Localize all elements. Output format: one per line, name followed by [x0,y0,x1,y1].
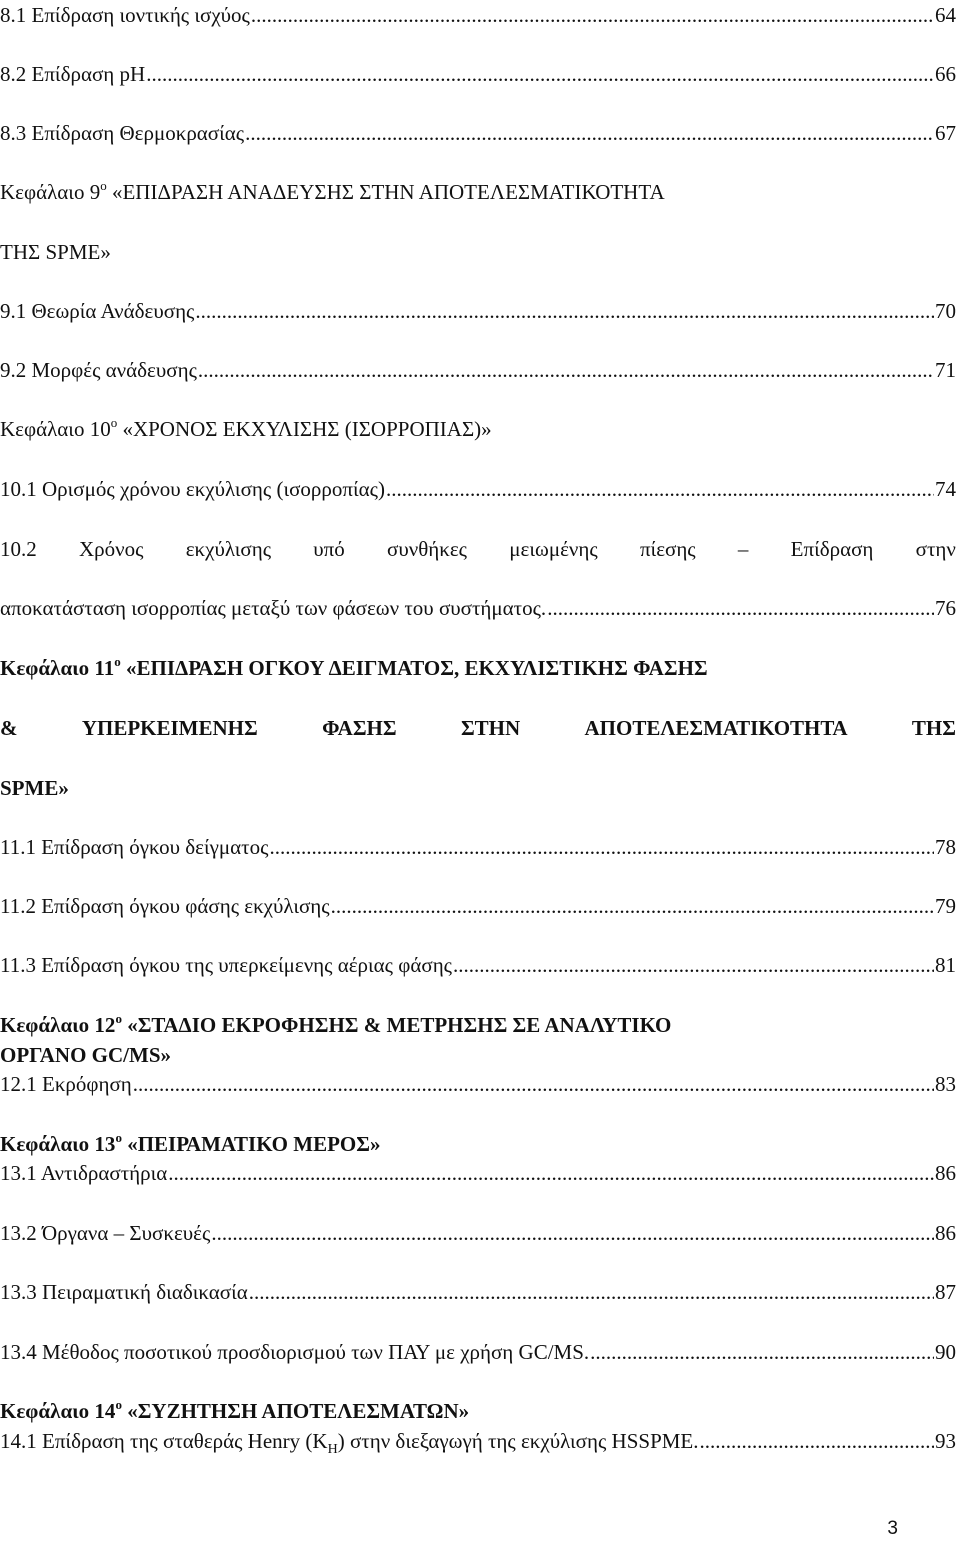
toc-entry-page: 64 [935,3,956,27]
word: εκχύλισης [185,537,272,561]
chapter-title: «ΧΡΟΝΟΣ ΕΚΧΥΛΙΣΗΣ (ΙΣΟΡΡΟΠΙΑΣ)» [122,417,492,441]
toc-entry-label: 8.2 Επίδραση pH [0,62,146,86]
dot-leader [700,1428,935,1454]
toc-entry[interactable] [0,952,956,978]
chapter-prefix: Κεφάλαιο 13 [0,1132,116,1156]
chapter-heading[interactable] [0,655,956,681]
toc-entry[interactable] [0,834,956,860]
chapter-sup: ο [100,178,107,193]
toc-entry-label: αποκατάσταση ισορροπίας μεταξύ των φάσεων του συστήματος. [0,596,547,620]
toc-entry-page: 67 [935,121,956,145]
page-number: 3 [887,1518,898,1539]
chapter-prefix: Κεφάλαιο 9 [0,180,101,204]
chapter-heading-continuation [0,715,956,741]
toc-entry-label: 11.1 Επίδραση όγκου δείγματος [0,835,269,859]
chapter-heading[interactable] [0,1012,956,1038]
dot-leader [590,1339,934,1365]
chapter-title: SPME» [0,776,69,800]
toc-entry[interactable] [0,1279,956,1305]
dot-leader [386,476,934,502]
dot-leader [251,2,934,28]
toc-entry[interactable] [0,1071,956,1097]
toc-entry-page: 81 [935,953,956,977]
chapter-heading[interactable] [0,179,956,205]
dot-leader [453,952,934,978]
toc-entry[interactable] [0,893,956,919]
dot-leader [249,1279,934,1305]
dot-leader [146,61,934,87]
dot-leader [211,1220,934,1246]
label-part: 14.1 Επίδραση της σταθεράς Henry (K [0,1429,328,1453]
dot-leader [547,595,934,621]
dot-leader [133,1071,934,1097]
dot-leader [331,893,934,919]
chapter-sup: ο [110,415,118,430]
word: Χρόνος [79,537,144,561]
chapter-title: «ΣΤΑΔΙΟ ΕΚΡΟΦΗΣΗΣ & ΜΕΤΡΗΣΗΣ ΣΕ ΑΝΑΛΥΤΙΚΟ [127,1013,672,1037]
toc-entry-page: 87 [935,1280,956,1304]
toc-entry-label: 13.2 Όργανα – Συσκευές [0,1221,211,1245]
chapter-heading-continuation [0,239,956,265]
toc-entry[interactable] [0,1160,956,1186]
toc-entry-justified[interactable] [0,536,956,562]
dot-leader [245,120,934,146]
word: & [0,716,18,740]
chapter-title: «ΣΥΖΗΤΗΣΗ ΑΠΟΤΕΛΕΣΜΑΤΩΝ» [127,1399,470,1423]
toc-entry-page: 66 [935,62,956,86]
toc-entry[interactable] [0,120,956,146]
toc-entry-label: 11.2 Επίδραση όγκου φάσης εκχύλισης [0,894,330,918]
toc-entry[interactable] [0,1220,956,1246]
toc-entry-label: 13.1 Αντιδραστήρια [0,1161,168,1185]
chapter-prefix: Κεφάλαιο 12 [0,1013,116,1037]
toc-entry-label: 8.3 Επίδραση Θερμοκρασίας [0,121,245,145]
word: συνθήκες [387,537,468,561]
toc-entry-label: 13.4 Μέθοδος ποσοτικού προσδιορισμού των ΠΑΥ με χρήση GC/MS. [0,1340,590,1364]
word: ΦΑΣΗΣ [322,716,397,740]
chapter-heading-continuation [0,1042,956,1068]
word: στην [915,537,956,561]
toc-entry-label: 9.1 Θεωρία Ανάδευσης [0,299,195,323]
chapter-title: ΟΡΓΑΝΟ GC/MS» [0,1043,172,1067]
word: Επίδραση [790,537,874,561]
word: – [737,537,749,561]
dot-leader [198,357,934,383]
word: ΤΗΣ [911,716,956,740]
chapter-heading[interactable] [0,416,956,442]
toc-entry-label: 10.1 Ορισμός χρόνου εκχύλισης (ισορροπίας) [0,477,385,501]
chapter-sup: ο [115,1130,122,1145]
toc-entry-page: 83 [935,1072,956,1096]
dot-leader [195,298,934,324]
chapter-prefix: Κεφάλαιο 10 [0,417,111,441]
word: ΥΠΕΡΚΕΙΜΕΝΗΣ [81,716,258,740]
toc-entry-page: 70 [935,299,956,323]
toc-entry[interactable] [0,2,956,28]
label-subscript: H [327,1442,338,1458]
dot-leader [269,834,934,860]
toc-entry[interactable] [0,476,956,502]
toc-entry-page: 71 [935,358,956,382]
chapter-sup: ο [115,1011,122,1026]
toc-entry[interactable] [0,61,956,87]
chapter-prefix: Κεφάλαιο 11 [0,656,115,680]
toc-entry[interactable] [0,1339,956,1365]
toc-entry-page: 76 [935,596,956,620]
toc-entry-page: 74 [935,477,956,501]
toc-entry-page: 78 [935,835,956,859]
word: ΣΤΗΝ [460,716,521,740]
toc-entry[interactable] [0,1428,956,1458]
chapter-sup: ο [115,1397,122,1412]
chapter-title: «ΠΕΙΡΑΜΑΤΙΚΟ ΜΕΡΟΣ» [127,1132,381,1156]
label-part: ) στην διεξαγωγή της εκχύλισης HSSPME. [337,1429,699,1453]
toc-entry-label [0,1428,699,1458]
chapter-heading-continuation [0,775,956,801]
dot-leader [168,1160,934,1186]
toc-entry-page: 86 [935,1221,956,1245]
toc-entry-label: 13.3 Πειραματική διαδικασία [0,1280,248,1304]
toc-entry-label: 12.1 Εκρόφηση [0,1072,132,1096]
word: υπό [313,537,345,561]
word: 10.2 [0,537,37,561]
toc-entry-page: 79 [935,894,956,918]
toc-entry-page: 93 [935,1429,956,1453]
toc-entry-label: 11.3 Επίδραση όγκου της υπερκείμενης αέριας φάσης [0,953,452,977]
chapter-heading[interactable] [0,1398,956,1424]
chapter-title: «ΕΠΙΔΡΑΣΗ ΑΝΑΔΕΥΣΗΣ ΣΤΗΝ ΑΠΟΤΕΛΕΣΜΑΤΙΚΟΤΗΤΑ [111,180,665,204]
toc-entry[interactable] [0,595,956,621]
chapter-title: ΤΗΣ SPME» [0,240,111,264]
word: πίεσης [639,537,696,561]
toc-entry-label: 9.2 Μορφές ανάδευσης [0,358,197,382]
word: ΑΠΟΤΕΛΕΣΜΑΤΙΚΟΤΗΤΑ [584,716,848,740]
toc-entry-label: 8.1 Επίδραση ιοντικής ισχύος [0,3,250,27]
chapter-prefix: Κεφάλαιο 14 [0,1399,116,1423]
toc-entry-page: 90 [935,1340,956,1364]
chapter-sup: ο [114,654,121,669]
chapter-title: «ΕΠΙΔΡΑΣΗ ΟΓΚΟΥ ΔΕΙΓΜΑΤΟΣ, ΕΚΧΥΛΙΣΤΙΚΗΣ ΦΑΣΗΣ [126,656,708,680]
toc-entry[interactable] [0,357,956,383]
chapter-heading[interactable] [0,1131,956,1157]
toc-entry-page: 86 [935,1161,956,1185]
toc-entry[interactable] [0,298,956,324]
word: μειωμένης [509,537,598,561]
